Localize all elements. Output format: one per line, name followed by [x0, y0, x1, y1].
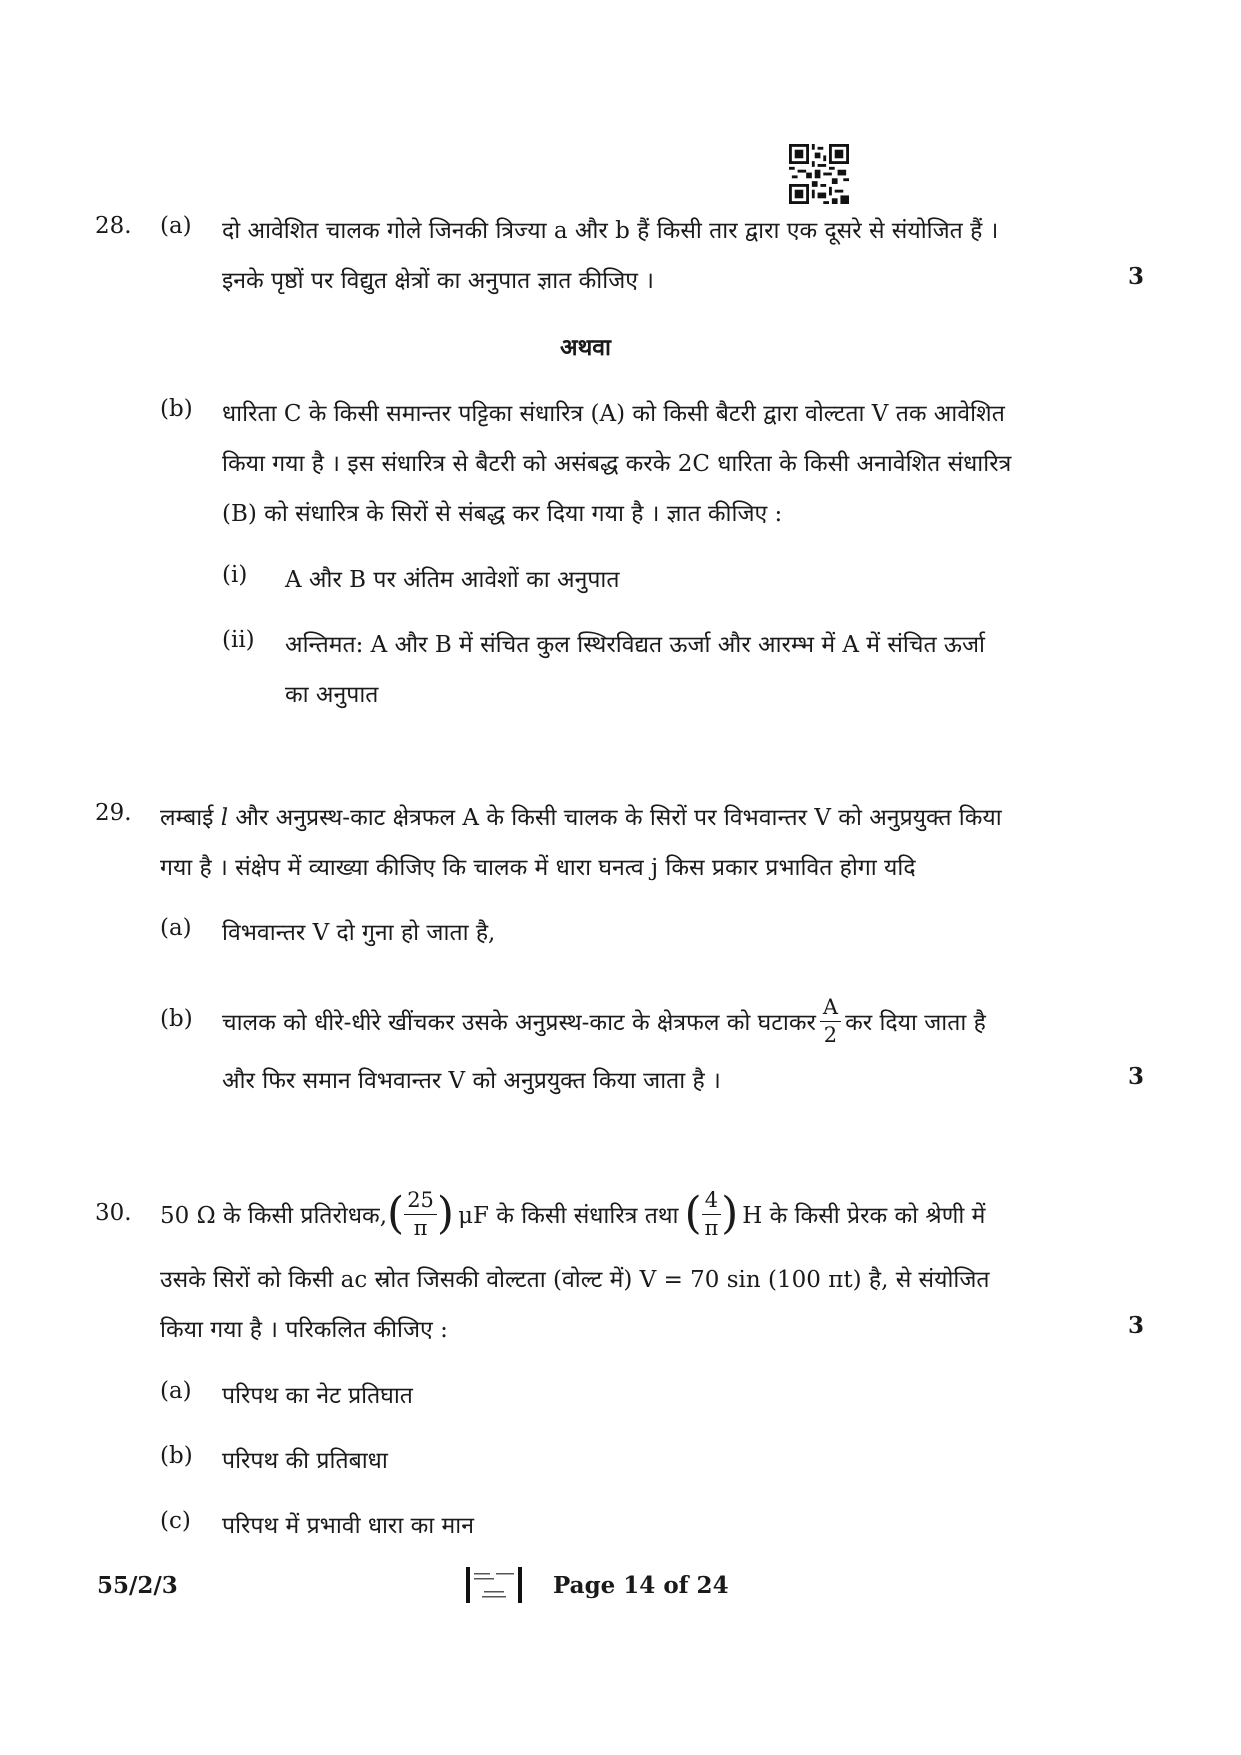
option-text: परिपथ का नेट प्रतिघात — [222, 1383, 413, 1409]
close-paren: ) — [721, 1188, 739, 1239]
question-text: इनके पृष्ठों पर विद्युत क्षेत्रों का अनुपात ज्ञात कीजिए । — [222, 268, 655, 294]
option-label: (b) — [160, 1443, 193, 1469]
marks: 3 — [1128, 1063, 1145, 1090]
marks: 3 — [1128, 263, 1145, 290]
option-label: (b) — [160, 1006, 193, 1032]
option-text: विभवान्तर V दो गुना हो जाता है, — [222, 920, 496, 946]
fraction — [820, 994, 841, 1047]
sub-option-label: (i) — [222, 562, 248, 588]
option-text: परिपथ में प्रभावी धारा का मान — [222, 1513, 475, 1539]
question-text-part: लम्बाई — [160, 805, 221, 831]
option-label: (c) — [160, 1508, 191, 1534]
question-text: धारिता C के किसी समान्तर पट्टिका संधारित्र (A) को किसी बैटरी द्वारा वोल्टता V तक आवेशित — [222, 401, 1005, 427]
barcode-icon — [466, 1567, 522, 1603]
page-number: Page 14 of 24 — [553, 1572, 729, 1599]
question-text: उसके सिरों को किसी ac स्रोत जिसकी वोल्टता (वोल्ट में) V = 70 sin (100 πt) है, से संयोजित — [160, 1267, 990, 1293]
fraction-numerator: 4 — [702, 1190, 721, 1215]
question-number: 29. — [95, 800, 132, 826]
fraction-numerator: A — [820, 997, 841, 1022]
option-label: (a) — [160, 1378, 192, 1404]
fraction — [404, 1187, 437, 1240]
question-text-part: μF के किसी संधारित्र तथा — [458, 1203, 679, 1229]
option-text — [222, 988, 986, 1054]
fraction-denominator: π — [704, 1215, 719, 1240]
sub-option-label: (ii) — [222, 627, 255, 653]
question-text-part: H के किसी प्रेरक को श्रेणी में — [742, 1203, 986, 1229]
question-text: किया गया है । परिकलित कीजिए : — [160, 1317, 448, 1343]
open-paren: ( — [387, 1188, 405, 1239]
question-number: 28. — [95, 213, 132, 239]
fraction-denominator: π — [413, 1215, 428, 1240]
question-text — [160, 800, 1002, 832]
question-text: (B) को संधारित्र के सिरों से संबद्ध कर दिया गया है । ज्ञात कीजिए : — [222, 501, 783, 527]
option-text: परिपथ की प्रतिबाधा — [222, 1448, 388, 1474]
fraction-denominator: 2 — [823, 1022, 838, 1047]
length-symbol: l — [220, 805, 229, 831]
sub-option-text: अन्तिमत: A और B में संचित कुल स्थिरविद्यत ऊर्जा और आरम्भ में A में संचित ऊर्जा — [285, 632, 985, 658]
question-text: दो आवेशित चालक गोले जिनकी त्रिज्या a और b हैं किसी तार द्वारा एक दूसरे से संयोजित हैं । — [222, 218, 999, 244]
question-text — [160, 1180, 985, 1248]
option-text-part: कर दिया जाता है — [845, 1010, 986, 1036]
fraction-numerator: 25 — [404, 1190, 437, 1215]
question-text-part: और अनुप्रस्थ-काट क्षेत्रफल A के किसी चालक के सिरों पर विभवान्तर V को अनुप्रयुक्त किया — [228, 805, 1002, 831]
sub-option-text: का अनुपात — [285, 682, 379, 708]
open-paren: ( — [684, 1188, 702, 1239]
option-label: (b) — [160, 396, 193, 422]
or-separator: अथवा — [560, 334, 612, 361]
question-number: 30. — [95, 1200, 132, 1226]
close-paren: ) — [436, 1188, 455, 1239]
option-text: और फिर समान विभवान्तर V को अनुप्रयुक्त किया जाता है । — [222, 1068, 721, 1094]
option-label: (a) — [160, 213, 192, 239]
marks: 3 — [1128, 1312, 1145, 1339]
question-text: गया है । संक्षेप में व्याख्या कीजिए कि चालक में धारा घनत्व j किस प्रकार प्रभावित होगा यदि — [160, 855, 916, 881]
option-text-part: चालक को धीरे-धीरे खींचकर उसके अनुप्रस्थ-काट के क्षेत्रफल को घटाकर — [222, 1010, 816, 1036]
option-label: (a) — [160, 915, 192, 941]
question-text: किया गया है । इस संधारित्र से बैटरी को असंबद्ध करके 2C धारिता के किसी अनावेशित संधारित्र — [222, 451, 1012, 477]
question-text-part: 50 Ω के किसी प्रतिरोधक, — [160, 1203, 388, 1229]
fraction — [702, 1187, 721, 1240]
qr-code-icon — [789, 144, 849, 204]
sub-option-text: A और B पर अंतिम आवेशों का अनुपात — [285, 567, 620, 593]
paper-code: 55/2/3 — [97, 1572, 178, 1599]
